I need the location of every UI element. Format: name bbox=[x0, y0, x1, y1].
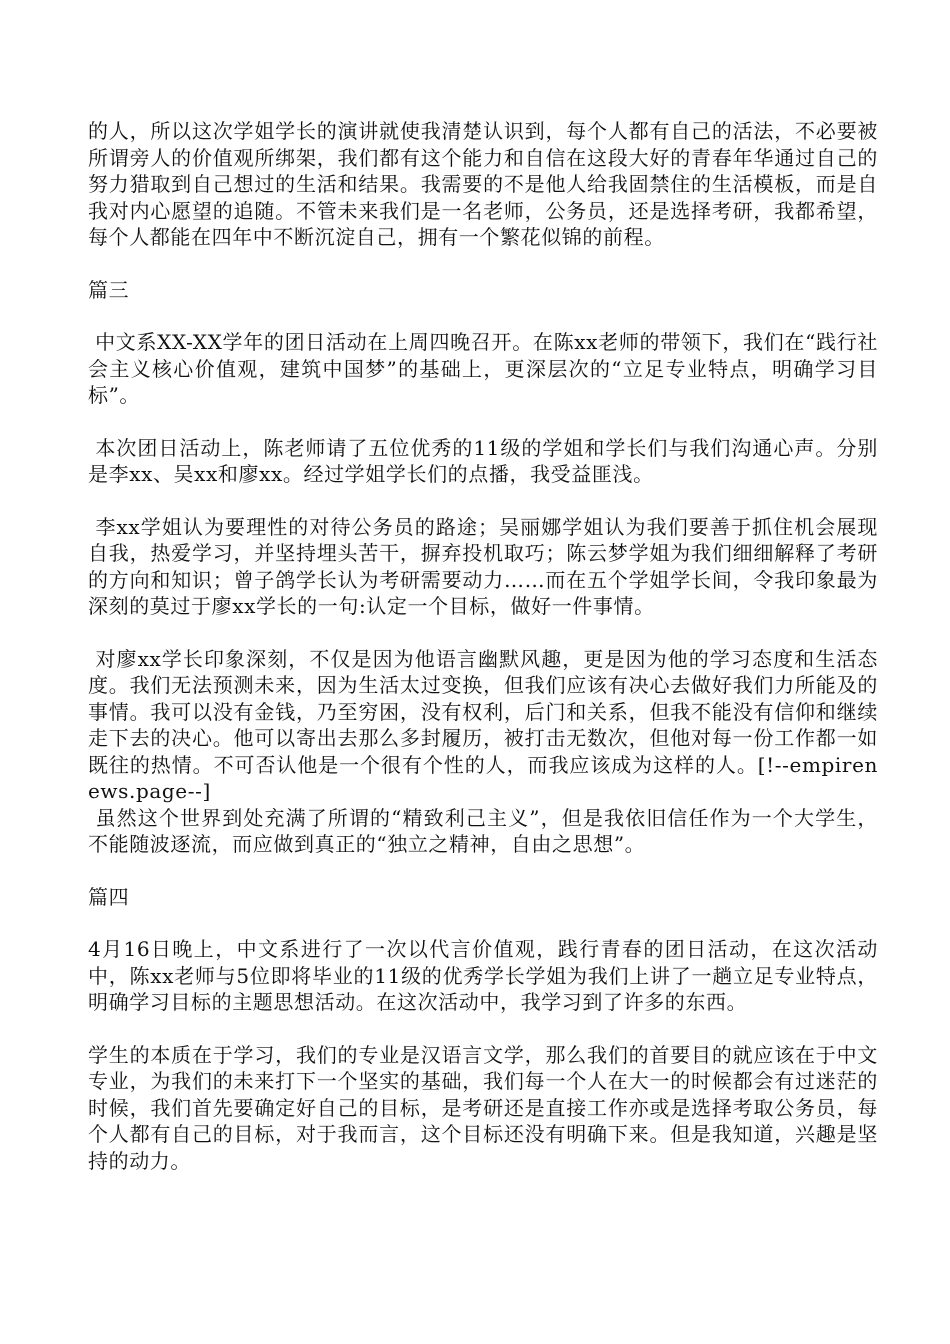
paragraph-part-three-3: 李xx学姐认为要理性的对待公务员的路途；吴丽娜学姐认为我们要善于抓住机会展现自我，热爱学习，并坚持埋头苦干，摒弃投机取巧；陈云梦学姐为我们细细解释了考研的方向和知识；曾子鸽学长认为考研需要动力……而在五个学姐学长间，令我印象最为深刻的莫过于廖xx学长的一句:认定一个目标，做好一件事情。 bbox=[88, 514, 878, 618]
section-heading-part-three: 篇三 bbox=[88, 277, 130, 302]
paragraph-part-three-2: 本次团日活动上，陈老师请了五位优秀的11级的学姐和学长们与我们沟通心声。分别是李xx、吴xx和廖xx。经过学姐学长们的点播，我受益匪浅。 bbox=[88, 435, 878, 486]
paragraph-part-three-1: 中文系XX-XX学年的团日活动在上周四晚召开。在陈xx老师的带领下，我们在“践行社会主义核心价值观，建筑中国梦”的基础上，更深层次的“立足专业特点，明确学习目标”。 bbox=[88, 330, 878, 407]
paragraph-part-three-5: 虽然这个世界到处充满了所谓的“精致利己主义”，但是我依旧信任作为一个大学生，不能随波逐流，而应做到真正的“独立之精神，自由之思想”。 bbox=[88, 805, 878, 856]
paragraph-part-three-4: 对廖xx学长印象深刻，不仅是因为他语言幽默风趣，更是因为他的学习态度和生活态度。我们无法预测未来，因为生活太过变换，但我们应该有决心去做好我们力所能及的事情。我可以没有金钱，乃至穷困，没有权利，后门和关系，但我不能没有信仰和继续走下去的决心。他可以寄出去那么多封履历，被打击无数次，但他对每一份工作都一如既往的热情。不可否认他是一个很有个性的人，而我应该成为这样的人。[!--empirenews.page--] bbox=[88, 646, 878, 803]
section-heading-part-four: 篇四 bbox=[88, 884, 130, 909]
paragraph-part-four-2: 学生的本质在于学习，我们的专业是汉语言文学，那么我们的首要目的就应该在于中文专业，为我们的未来打下一个坚实的基础，我们每一个人在大一的时候都会有过迷茫的时候，我们首先要确定好自己的目标，是考研还是直接工作亦或是选择考取公务员，每个人都有自己的目标，对于我而言，这个目标还没有明确下来。但是我知道，兴趣是坚持的动力。 bbox=[88, 1042, 878, 1173]
document-body bbox=[88, 118, 878, 1200]
paragraph-part-four-1: 4月16日晚上，中文系进行了一次以代言价值观，践行青春的团日活动，在这次活动中，陈xx老师与5位即将毕业的11级的优秀学长学姐为我们上讲了一趟立足专业特点，明确学习目标的主题思想活动。在这次活动中，我学习到了许多的东西。 bbox=[88, 937, 878, 1014]
paragraph-intro-continuation: 的人，所以这次学姐学长的演讲就使我清楚认识到，每个人都有自己的活法，不必要被所谓旁人的价值观所绑架，我们都有这个能力和自信在这段大好的青春年华通过自己的努力猎取到自己想过的生活和结果。我需要的不是他人给我固禁住的生活模板，而是自我对内心愿望的追随。不管未来我们是一名老师，公务员，还是选择考研，我都希望，每个人都能在四年中不断沉淀自己，拥有一个繁花似锦的前程。 bbox=[88, 119, 878, 249]
